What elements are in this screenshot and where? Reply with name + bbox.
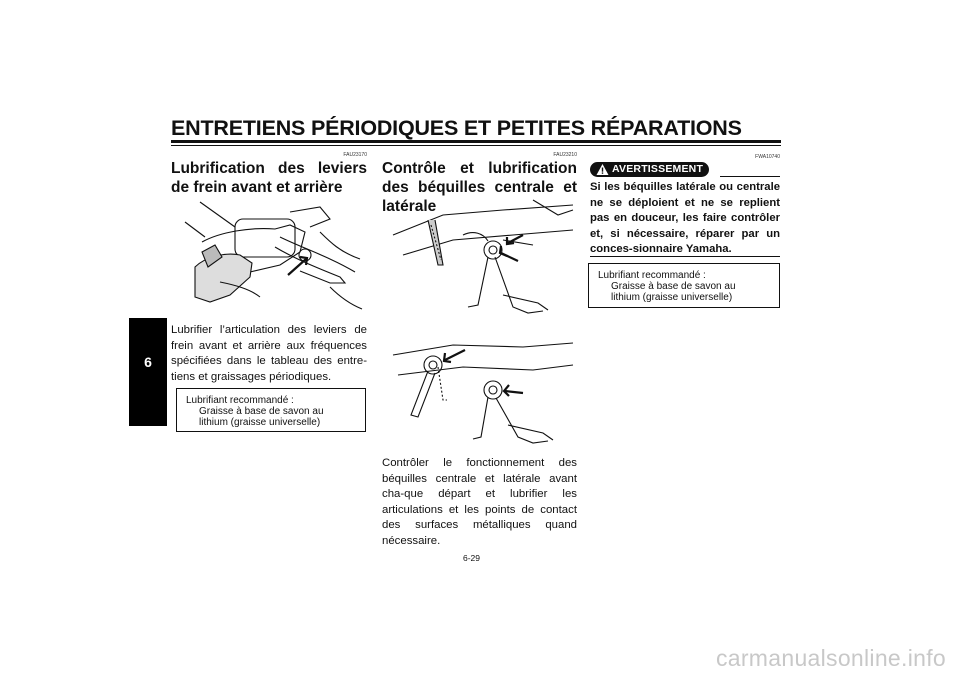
brake-lever-illustration bbox=[180, 197, 365, 312]
page-number: 6-29 bbox=[463, 553, 481, 563]
warning-code: FWA10740 bbox=[755, 154, 780, 160]
section-heading: Lubrification des leviers de frein avant et arrière bbox=[171, 160, 367, 196]
lubricant-box bbox=[176, 388, 366, 432]
lubricant-label: Lubrifiant recommandé : bbox=[598, 270, 706, 281]
section-body: Lubrifier l’articulation des leviers de frein avant et arrière aux fréquences spécifiées dans le tableau des entre-tiens et graissages périodiques. bbox=[171, 324, 367, 383]
lubricant-line-1: Graisse à base de savon au bbox=[199, 406, 324, 417]
lubricant-label: Lubrifiant recommandé : bbox=[186, 395, 294, 406]
center-stand-illustration bbox=[383, 195, 578, 315]
section-heading: Contrôle et lubrification des béquilles centrale et latérale bbox=[382, 160, 577, 215]
section-code: FAU23210 bbox=[553, 152, 577, 158]
header-rule-thin bbox=[171, 145, 781, 146]
header-rule-thick bbox=[171, 140, 781, 143]
page-title: ENTRETIENS PÉRIODIQUES ET PETITES RÉPARATIONS bbox=[171, 116, 742, 140]
lubricant-line-1: Graisse à base de savon au bbox=[611, 281, 736, 292]
lubricant-line-2: lithium (graisse universelle) bbox=[611, 292, 733, 303]
chapter-tab: 6 bbox=[129, 318, 167, 426]
watermark: carmanualsonline.info bbox=[715, 645, 946, 671]
warning-bottom-rule bbox=[590, 256, 780, 257]
warning-text: Si les béquilles latérale ou centrale ne se déploient et ne se replient pas en douceur, les faire contrôler et, si nécessaire, réparer par un conces-sionnaire Yamaha. bbox=[590, 181, 780, 256]
lubricant-box bbox=[588, 263, 780, 308]
side-stand-illustration bbox=[383, 325, 578, 445]
warning-badge bbox=[590, 162, 709, 177]
section-code: FAU23170 bbox=[343, 152, 367, 158]
warning-label: AVERTISSEMENT bbox=[612, 163, 704, 175]
lubricant-line-2: lithium (graisse universelle) bbox=[199, 417, 321, 428]
section-body: Contrôler le fonctionnement des béquilles centrale et latérale avant cha-que départ et lubrifier les articulations et les points de contact des surfaces métalliques quand nécessaire. bbox=[382, 457, 577, 547]
warning-triangle-icon bbox=[596, 163, 609, 176]
warning-top-rule bbox=[720, 176, 780, 177]
